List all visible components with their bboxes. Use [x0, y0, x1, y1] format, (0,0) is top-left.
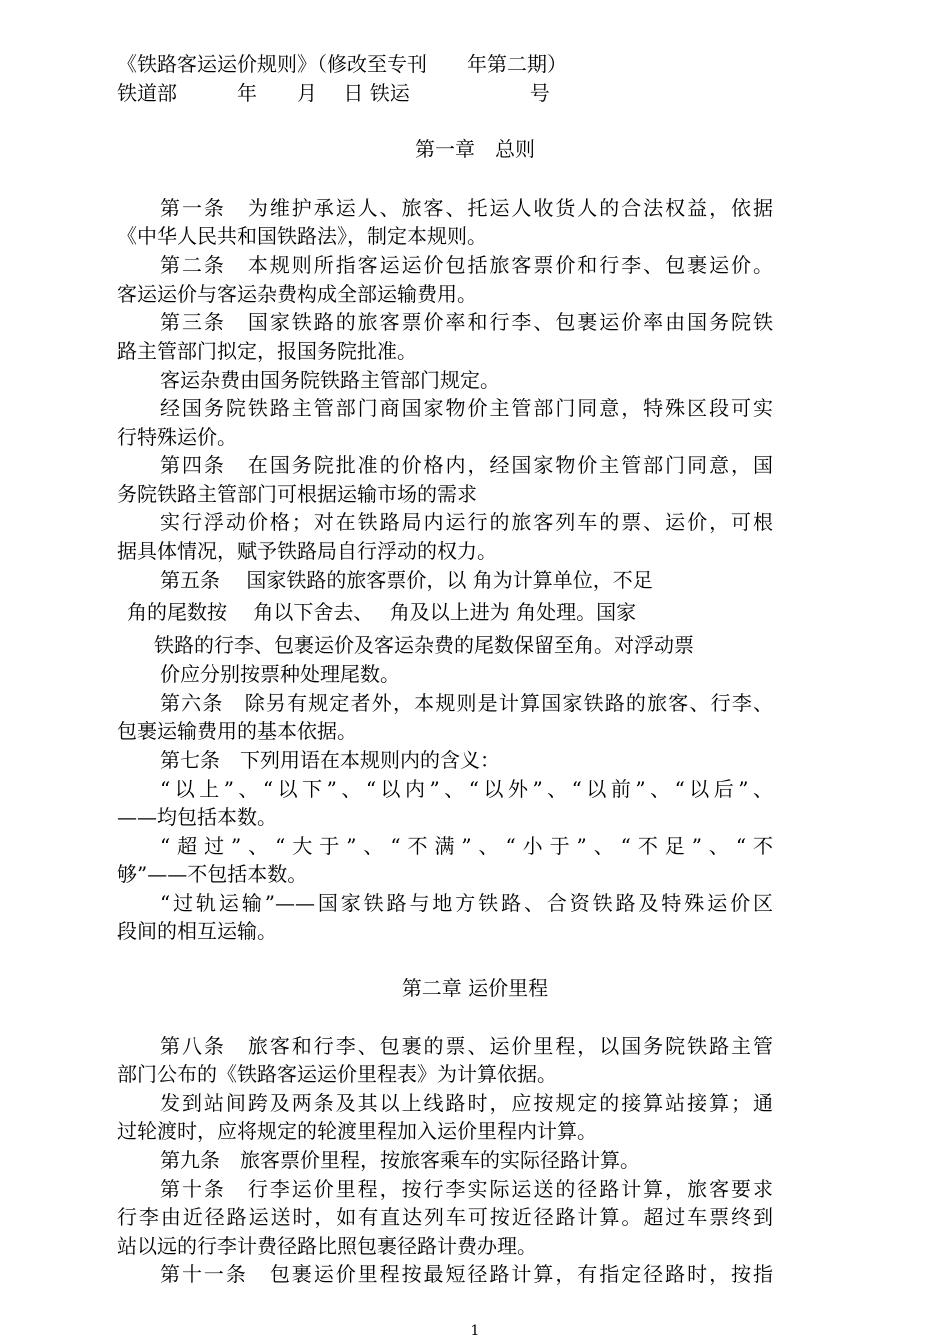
paragraph-line: 客运运价与客运杂费构成全部运输费用。	[117, 282, 477, 306]
paragraph-line: 《中华人民共和国铁路法》，制定本规则。	[117, 224, 487, 248]
paragraph-line: ——均包括本数。	[117, 805, 277, 829]
chapter-1-heading: 第一章 总则	[415, 137, 535, 161]
paragraph-line: “过轨运输”——国家铁路与地方铁路、合资铁路及特殊运价区	[160, 891, 773, 915]
paragraph-line: 实行浮动价格；对在铁路局内运行的旅客列车的票、运价，可根	[160, 510, 773, 534]
paragraph-line: 第二条 本规则所指客运运价包括旅客票价和行李、包裹运价。	[160, 253, 773, 277]
page-number: 1	[470, 1323, 480, 1339]
paragraph-line: 段间的相互运输。	[117, 919, 277, 943]
paragraph-line: 第五条 国家铁路的旅客票价，以 角为计算单位，不足	[160, 568, 653, 592]
paragraph-line: 站以远的行李计费径路比照包裹径路计费办理。	[117, 1234, 537, 1258]
paragraph-line: 包裹运输费用的基本依据。	[117, 719, 357, 743]
paragraph-line: 第八条 旅客和行李、包裹的票、运价里程，以国务院铁路主管	[160, 1034, 773, 1058]
paragraph-line: 第十条 行李运价里程，按行李实际运送的径路计算，旅客要求	[160, 1177, 773, 1201]
paragraph-line: 行特殊运价。	[117, 425, 237, 449]
issuer-line: 铁道部 年 月 日 铁运 号	[117, 81, 550, 105]
paragraph-line: 角的尾数按 角以下舍去、 角及以上进为 角处理。国家	[127, 600, 637, 624]
paragraph-line: 务院铁路主管部门可根据运输市场的需求	[117, 482, 477, 506]
paragraph-line: “超过”、“大于”、“不满”、“小于”、“不足”、“不	[160, 834, 773, 858]
paragraph-line: 部门公布的《铁路客运运价里程表》为计算依据。	[117, 1062, 557, 1086]
paragraph-line: 价应分别按票种处理尾数。	[160, 662, 400, 686]
paragraph-line: 行李由近径路运送时，如有直达列车可按近径路计算。超过车票终到	[117, 1205, 773, 1229]
paragraph-line: 够”——不包括本数。	[117, 862, 308, 886]
paragraph-line: 第十一条 包裹运价里程按最短径路计算，有指定径路时，按指	[160, 1262, 773, 1286]
paragraph-line: 路主管部门拟定，报国务院批准。	[117, 339, 417, 363]
document-title: 《铁路客运运价规则》（修改至专刊 年第二期）	[117, 52, 567, 76]
paragraph-line: 第一条 为维护承运人、旅客、托运人收货人的合法权益，依据	[160, 196, 773, 220]
paragraph-line: 第四条 在国务院批准的价格内，经国家物价主管部门同意，国	[160, 453, 773, 477]
paragraph-line: 经国务院铁路主管部门商国家物价主管部门同意，特殊区段可实	[160, 396, 773, 420]
paragraph-line: 客运杂费由国务院铁路主管部门规定。	[160, 368, 500, 392]
chapter-2-heading: 第二章 运价里程	[401, 976, 549, 1000]
paragraph-line: 发到站间跨及两条及其以上线路时，应按规定的接算站接算；通	[160, 1091, 773, 1115]
paragraph-line: 第六条 除另有规定者外，本规则是计算国家铁路的旅客、行李、	[160, 691, 773, 715]
paragraph-line: 第九条 旅客票价里程，按旅客乘车的实际径路计算。	[160, 1148, 640, 1172]
paragraph-line: 第三条 国家铁路的旅客票价率和行李、包裹运价率由国务院铁	[160, 310, 773, 334]
paragraph-line: 铁路的行李、包裹运价及客运杂费的尾数保留至角。对浮动票	[154, 633, 694, 657]
paragraph-line: 过轮渡时，应将规定的轮渡里程加入运价里程内计算。	[117, 1119, 597, 1143]
paragraph-line: 据具体情况，赋予铁路局自行浮动的权力。	[117, 539, 497, 563]
paragraph-line: 第七条 下列用语在本规则内的含义：	[160, 748, 500, 772]
paragraph-line: “以上”、“以下”、“以内”、“以外”、“以前”、“以后”、	[160, 777, 773, 801]
